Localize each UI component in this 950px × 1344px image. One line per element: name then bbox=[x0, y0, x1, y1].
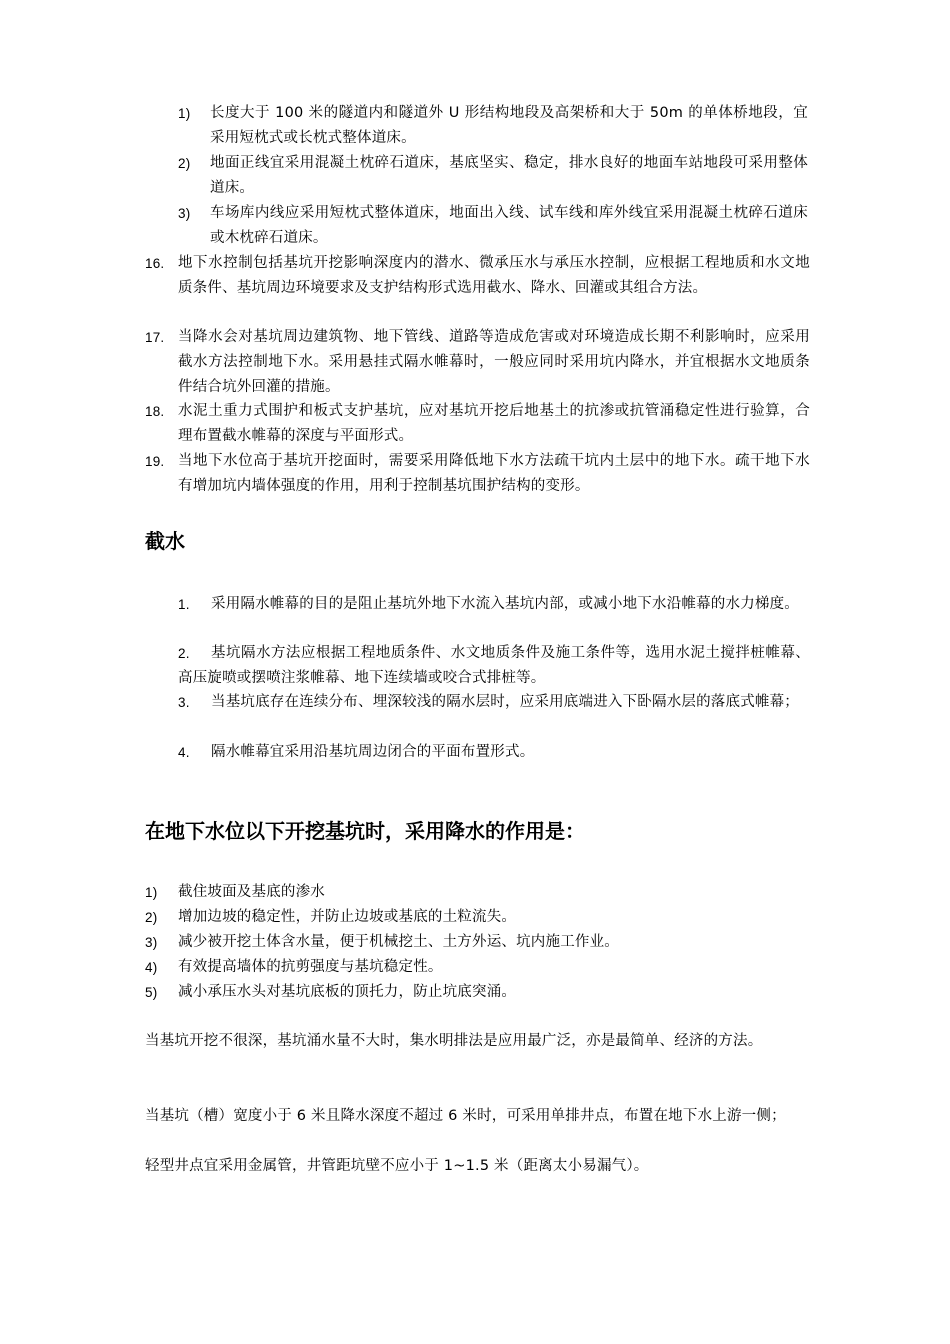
paragraph: 轻型井点宜采用金属管，井管距坑壁不应小于 1~1.5 米（距离太小易漏气）。 bbox=[145, 1158, 649, 1174]
list-item-text: 基坑隔水方法应根据工程地质条件、水文地质条件及施工条件等，选用水泥土搅拌桩帷幕、高压旋喷或摆喷注浆帷幕、地下连续墙或咬合式排桩等。 bbox=[178, 645, 810, 686]
list-item-text: 隔水帷幕宜采用沿基坑周边闭合的平面布置形式。 bbox=[211, 744, 535, 760]
list-item-text: 当降水会对基坑周边建筑物、地下管线、道路等造成危害或对环境造成长期不利影响时，应采用截水方法控制地下水。采用悬挂式隔水帷幕时，一般应同时采用坑内降水，并宜根据水文地质条件结合坑外回灌的措施。 bbox=[178, 329, 810, 395]
list-item-number: 4. bbox=[178, 745, 190, 760]
list-item-text: 采用隔水帷幕的目的是阻止基坑外地下水流入基坑内部，或减小地下水沿帷幕的水力梯度。 bbox=[211, 596, 799, 612]
list-item-number: 3) bbox=[178, 206, 191, 221]
list-item-number: 16. bbox=[145, 256, 165, 271]
list-item-text: 车场库内线应采用短枕式整体道床，地面出入线、试车线和库外线宜采用混凝土枕碎石道床或木枕碎石道床。 bbox=[210, 205, 808, 246]
list-item-text: 有效提高墙体的抗剪强度与基坑稳定性。 bbox=[178, 959, 443, 975]
list-item-number: 2) bbox=[178, 156, 191, 171]
list-item-number: 2. bbox=[178, 646, 190, 661]
paragraph: 当基坑开挖不很深，基坑涌水量不大时，集水明排法是应用最广泛，亦是最简单、经济的方法。 bbox=[145, 1033, 763, 1049]
list-item-number: 3) bbox=[145, 935, 158, 950]
list-item-number: 2) bbox=[145, 910, 158, 925]
list-item-number: 18. bbox=[145, 404, 165, 419]
list-item-number: 1) bbox=[178, 106, 191, 121]
list-item-text: 长度大于 100 米的隧道内和隧道外 U 形结构地段及高架桥和大于 50m 的单体桥地段，宜采用短枕式或长枕式整体道床。 bbox=[210, 105, 808, 146]
section-heading-jiangshui: 在地下水位以下开挖基坑时，采用降水的作用是： bbox=[145, 819, 585, 843]
list-item-number: 4) bbox=[145, 960, 158, 975]
section-heading-jieshui: 截水 bbox=[145, 529, 185, 553]
paragraph: 当基坑（槽）宽度小于 6 米且降水深度不超过 6 米时，可采用单排井点，布置在地下水上游一侧； bbox=[145, 1108, 786, 1124]
list-item-text: 地面正线宜采用混凝土枕碎石道床，基底坚实、稳定，排水良好的地面车站地段可采用整体道床。 bbox=[210, 155, 808, 196]
list-item-text: 水泥土重力式围护和板式支护基坑，应对基坑开挖后地基土的抗渗或抗管涌稳定性进行验算，合理布置截水帷幕的深度与平面形式。 bbox=[178, 403, 810, 444]
list-item-number: 1. bbox=[178, 597, 190, 612]
list-item-number: 17. bbox=[145, 330, 165, 345]
list-item-text: 当地下水位高于基坑开挖面时，需要采用降低地下水方法疏干坑内土层中的地下水。疏干地下水有增加坑内墙体强度的作用，用利于控制基坑围护结构的变形。 bbox=[178, 453, 810, 494]
list-item-number: 19. bbox=[145, 454, 165, 469]
list-item-text: 截住坡面及基底的渗水 bbox=[178, 884, 325, 900]
list-item-number: 3. bbox=[178, 695, 190, 710]
list-item-text: 地下水控制包括基坑开挖影响深度内的潜水、微承压水与承压水控制，应根据工程地质和水文地质条件、基坑周边环境要求及支护结构形式选用截水、降水、回灌或其组合方法。 bbox=[178, 255, 810, 296]
list-item-text: 增加边坡的稳定性，并防止边坡或基底的土粒流失。 bbox=[178, 909, 517, 925]
list-item-number: 5) bbox=[145, 985, 158, 1000]
list-item-text: 当基坑底存在连续分布、埋深较浅的隔水层时，应采用底端进入下卧隔水层的落底式帷幕； bbox=[211, 694, 799, 710]
list-item-text: 减少被开挖土体含水量，便于机械挖土、土方外运、坑内施工作业。 bbox=[178, 934, 619, 950]
list-item-text: 减小承压水头对基坑底板的顶托力，防止坑底突涌。 bbox=[178, 984, 517, 1000]
list-item-number: 1) bbox=[145, 885, 158, 900]
